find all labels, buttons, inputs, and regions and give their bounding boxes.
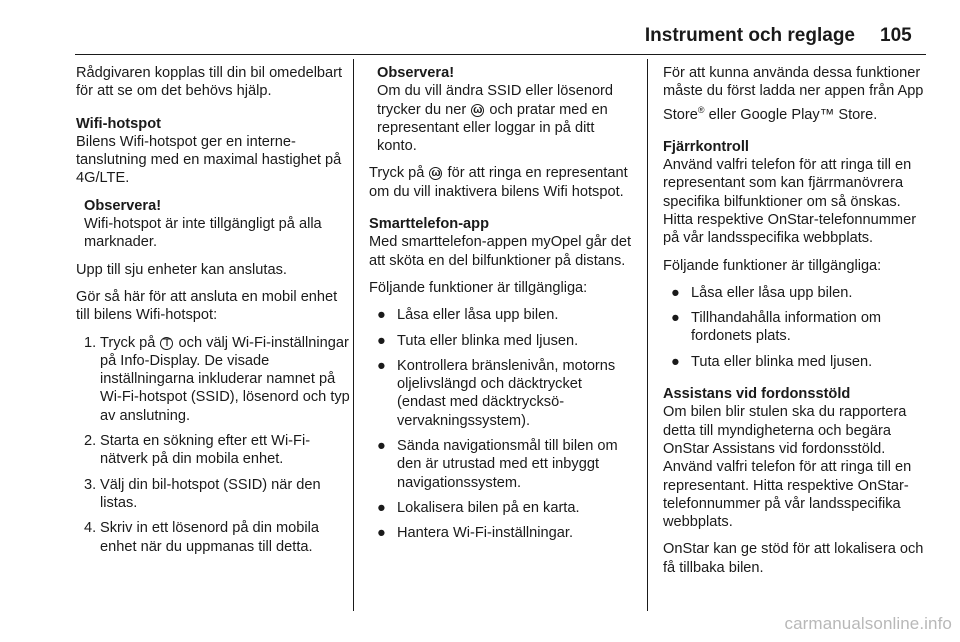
list-item: [369, 437, 634, 492]
list-item: [369, 499, 634, 517]
list-item-text: Tuta eller blinka med ljusen.: [691, 353, 873, 370]
list-item: [663, 284, 929, 302]
list-item-text: Låsa eller låsa upp bilen.: [397, 307, 559, 324]
list-item-text: Lokalisera bilen på en karta.: [397, 499, 580, 516]
column-3: [663, 64, 929, 586]
remote-functions-list: [663, 284, 929, 371]
bullet-icon: ●: [377, 499, 386, 516]
wifi-note: [84, 197, 350, 252]
list-item: [369, 332, 634, 350]
smartphone-app-text: Med smarttelefon-appen myOpel går det att sköta en del bilfunktioner på distans.: [369, 234, 632, 269]
step-number: 2.: [84, 433, 97, 450]
steps-list: [76, 334, 350, 556]
list-item-text: Tuta eller blinka med ljusen.: [397, 332, 579, 349]
wifi-hotspot-text: Bilens Wifi-hotspot ger en internetanslutning med en maximal hastighet på 4G/LTE.: [76, 133, 342, 187]
list-item-text: Låsa eller låsa upp bilen.: [691, 284, 853, 301]
bullet-icon: ●: [377, 332, 386, 349]
page-number: 105: [880, 25, 912, 46]
list-item-text: Kontrollera bränslenivån, motorns oljelivslängd och däcktrycket (endast med däcktrycksövervakningssystem).: [397, 357, 616, 429]
step-number: 3.: [84, 476, 97, 493]
page-header: [0, 0, 960, 56]
list-item: [369, 357, 634, 430]
bullet-icon: ●: [377, 438, 386, 455]
step-number: 1.: [84, 334, 97, 351]
note-title: Observera!: [377, 65, 455, 81]
theft-assistance-text: Om bilen blir stulen ska du rapportera detta till myndigheterna och begära OnStar Assistans vid fordonsstöld. Använd valfri telefon för att ringa till en representant. Hitta respektive OnStar-telefonnummer på vår landsspecifika webbplats.: [663, 404, 912, 531]
howto-paragraph: Gör så här för att ansluta en mobil enhet till bilens Wifi-hotspot:: [76, 288, 338, 324]
step-text-pre: Tryck på: [100, 334, 156, 351]
list-item: [663, 309, 929, 346]
bullet-icon: ●: [377, 525, 386, 542]
call-text-pre: Tryck på: [369, 165, 425, 182]
list-item-text: Hantera Wi-Fi-inställningar.: [397, 525, 573, 542]
devices-paragraph: Upp till sju enheter kan anslutas.: [76, 261, 287, 278]
call-paragraph: [369, 164, 634, 201]
list-item-text: Sända navigationsmål till bilen om den är utrustad med ett inbyggt navigationssystem.: [397, 438, 618, 491]
note-title: Observera!: [84, 197, 162, 214]
bullet-icon: ●: [377, 307, 386, 324]
column-divider-2: [647, 59, 648, 611]
step-number: 4.: [84, 520, 97, 537]
step-item: [76, 334, 350, 425]
ssid-note: [377, 64, 634, 155]
onstar-icon: ω: [473, 103, 483, 116]
step-item: [76, 432, 350, 469]
step-item: [76, 476, 350, 513]
smartphone-app-heading: Smarttelefon-app: [369, 216, 490, 233]
onstar-icon: ω: [431, 167, 441, 180]
step-text-post: och välj Wi-Fi-inställningar på Info-Display. De visade inställningarna inkluderar namnet på Wi-Fi-hotspot (SSID), lösenord och typ av anslutning.: [100, 334, 350, 424]
column-2: [369, 64, 634, 552]
locate-paragraph: OnStar kan ge stöd för att lokalisera och få tillbaka bilen.: [663, 541, 924, 576]
step-text: Starta en sökning efter ett Wi-Fi-nätverk på din mobila enhet.: [100, 433, 311, 468]
call-text-post: för att ringa en representant om du vill inaktivera bilens Wifi hotspot.: [369, 165, 628, 200]
registered-mark: ®: [697, 104, 705, 115]
note-text-post: och pratar med en representant eller loggar in på ditt konto.: [377, 101, 608, 155]
step-item: [76, 519, 350, 556]
theft-assistance-heading: Assistans vid fordonsstöld: [663, 386, 851, 403]
app-download-text-post: eller Google Play™ Store.: [704, 106, 878, 123]
list-item-text: Tillhandahålla information om fordonets plats.: [691, 310, 882, 345]
bullet-icon: ●: [671, 284, 680, 301]
bullet-icon: ●: [377, 357, 386, 374]
app-functions-list: [369, 306, 634, 542]
bullet-icon: ●: [671, 353, 680, 370]
functions-intro: Följande funktioner är tillgängliga:: [369, 279, 588, 296]
note-text: Wifi-hotspot är inte tillgängligt på alla marknader.: [84, 216, 322, 251]
step-text: Skriv in ett lösenord på din mobila enhet när du uppmanas till detta.: [100, 520, 320, 555]
header-divider: [75, 54, 926, 55]
wifi-hotspot-heading: Wifi-hotspot: [76, 115, 161, 132]
watermark: carmanualsonline.info: [784, 614, 952, 633]
remote-control-text: Använd valfri telefon för att ringa till en representant som kan fjärrmanövrera specifika bilfunktioner om så önskas. Hitta respektive OnStar-telefonnummer på vår landsspecifika webbplats.: [663, 157, 917, 247]
list-item: [663, 353, 929, 371]
wifi-icon: ⊤: [161, 336, 173, 349]
section-title: Instrument och reglage: [644, 25, 855, 46]
column-divider-1: [353, 59, 354, 611]
bullet-icon: ●: [671, 310, 680, 327]
app-download-paragraph: [663, 64, 929, 124]
note-text-pre: Om du vill ändra SSID eller lösenord trycker du ner: [377, 83, 614, 118]
remote-control-heading: Fjärrkontroll: [663, 138, 749, 155]
step-text: Välj din bil-hotspot (SSID) när den listas.: [100, 476, 321, 511]
list-item: [369, 306, 634, 324]
list-item: [369, 524, 634, 542]
intro-paragraph: Rådgivaren kopplas till din bil omedelbart för att se om det behövs hjälp.: [76, 65, 343, 100]
app-download-text-pre: För att kunna använda dessa funktioner måste du först ladda ner appen från App Store: [663, 65, 924, 123]
column-1: [76, 64, 350, 565]
functions-intro: Följande funktioner är tillgängliga:: [663, 257, 882, 274]
